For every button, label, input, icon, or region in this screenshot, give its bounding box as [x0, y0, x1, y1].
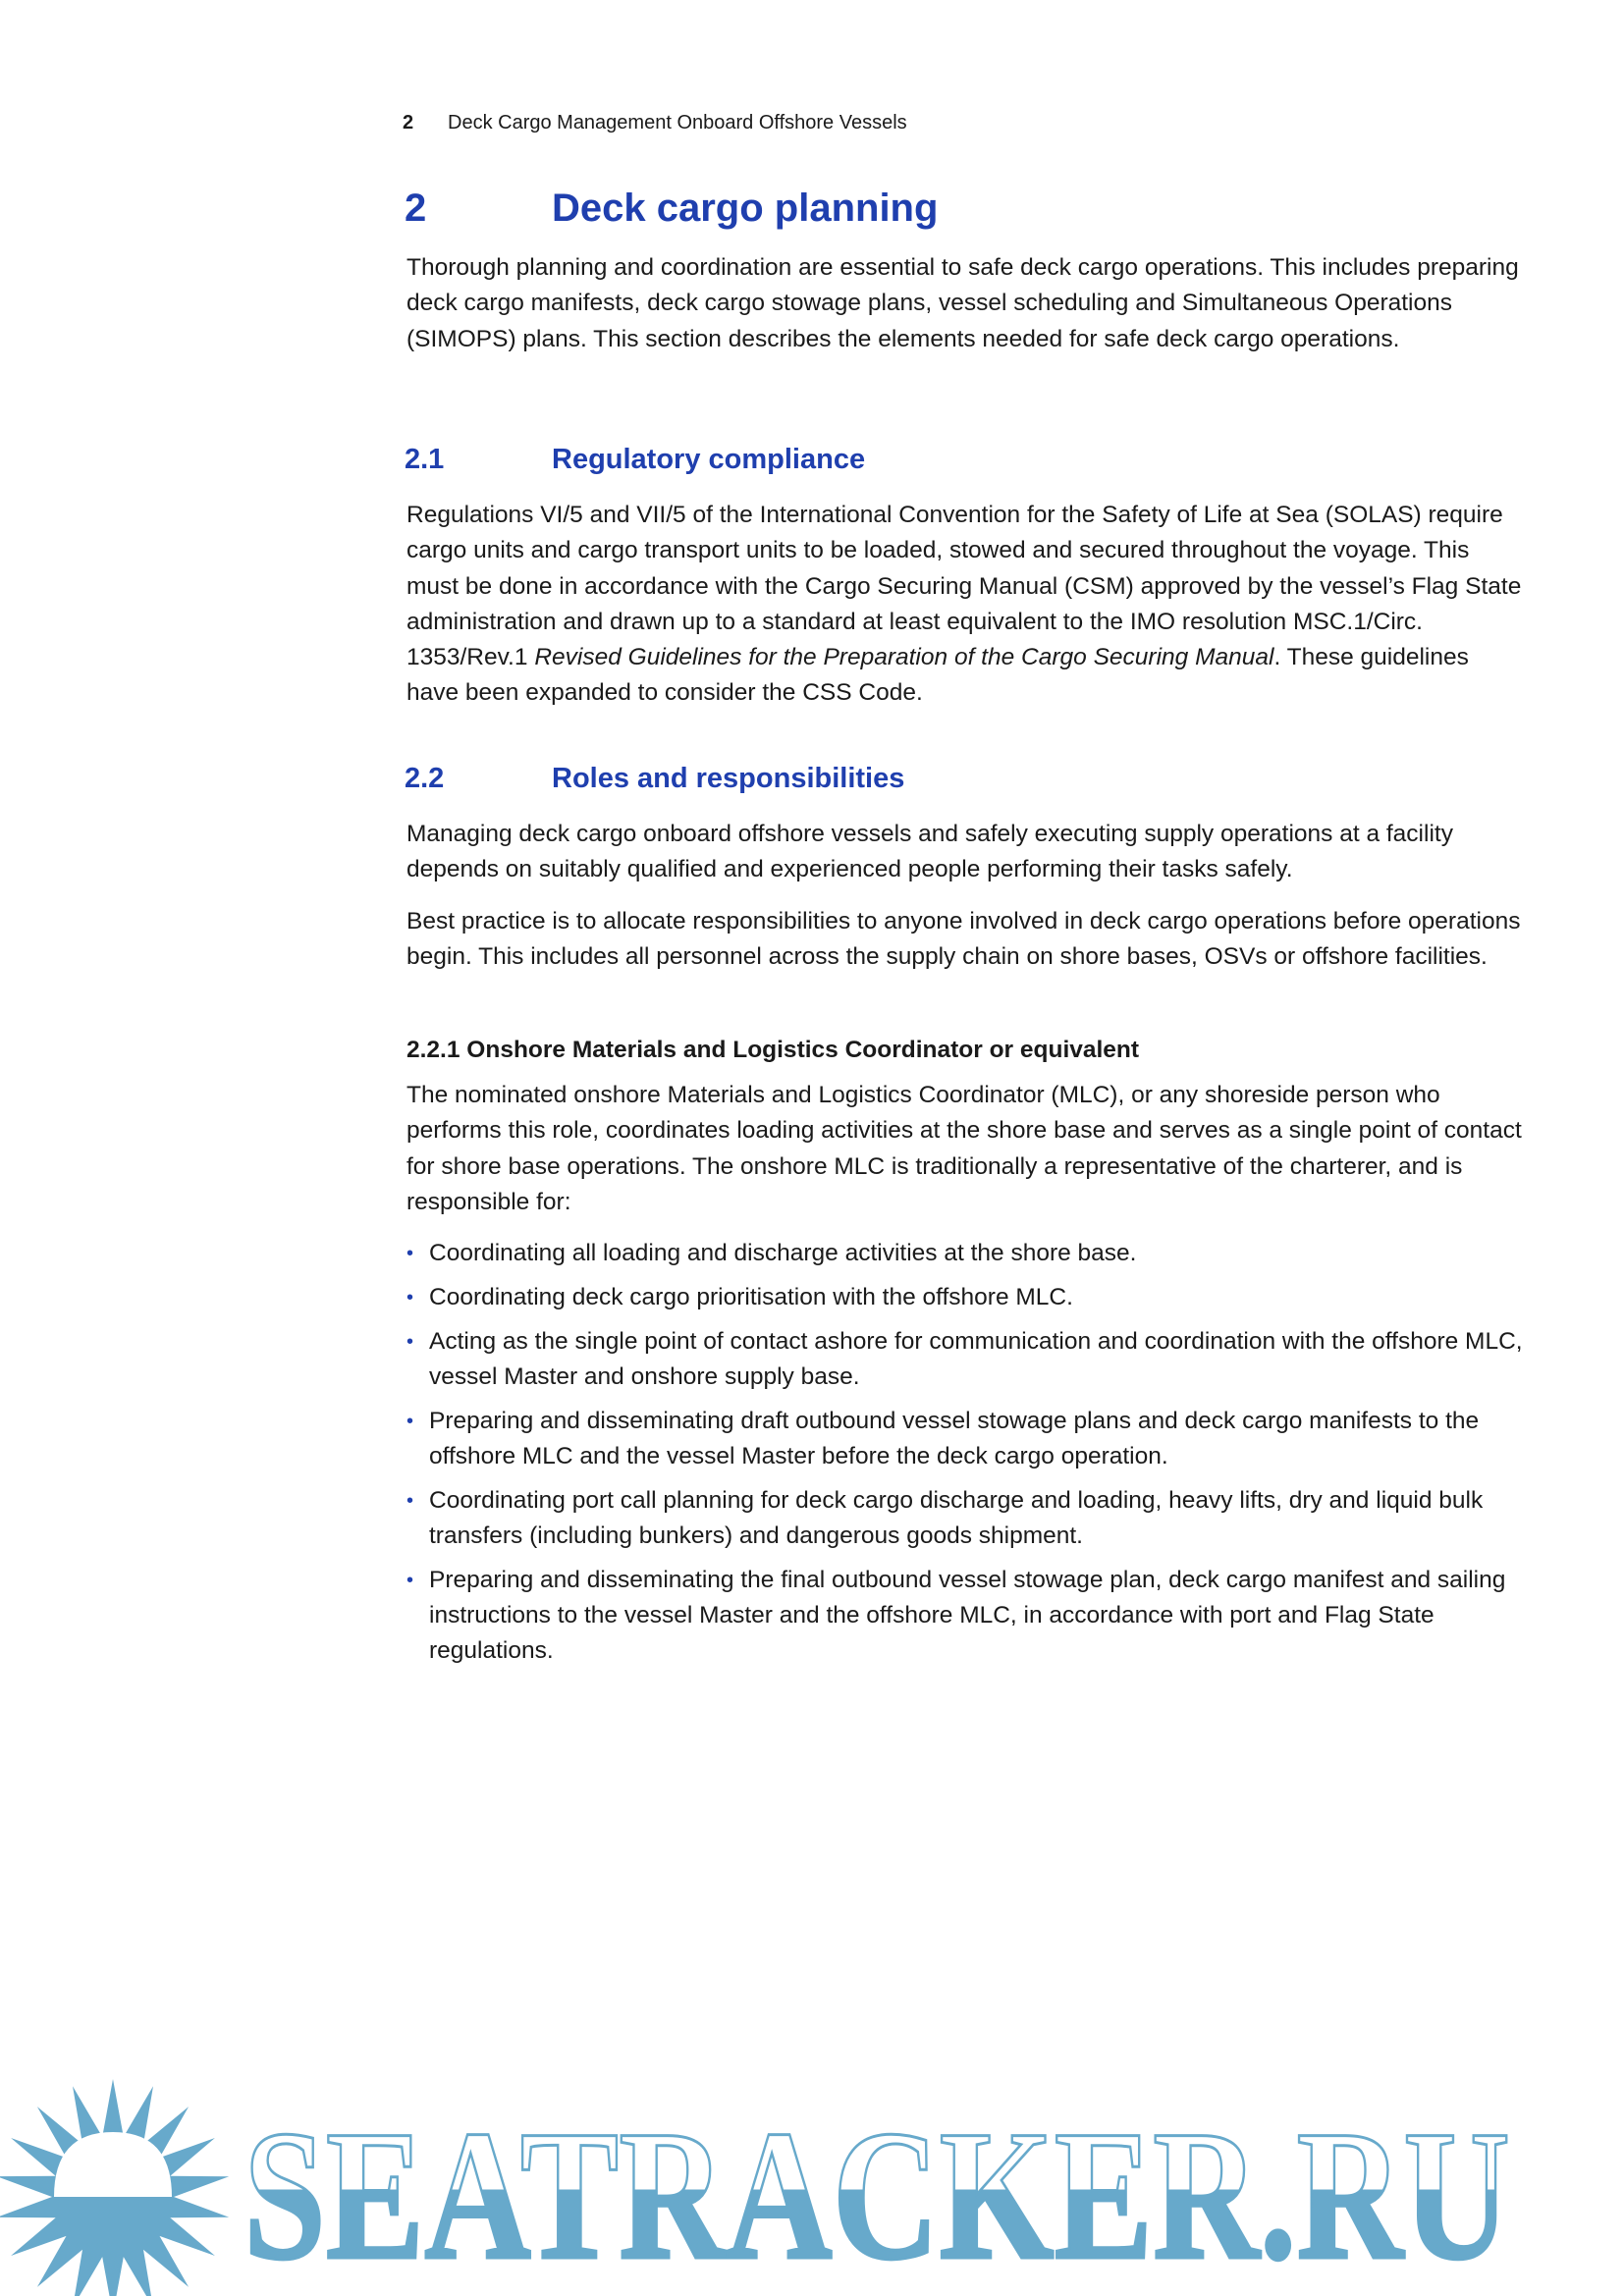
document-title: Deck Cargo Management Onboard Offshore Vessels — [448, 112, 907, 133]
text: . These guidelines have been expanded to consider the CSS Code. — [406, 644, 1469, 707]
responsibilities-list — [406, 1236, 1526, 1678]
bullet-icon: • — [406, 1489, 414, 1512]
bullet-icon: • — [406, 1286, 414, 1308]
subsection-number: 2.2 — [405, 763, 445, 794]
list-item — [406, 1404, 1526, 1475]
section-title: Deck cargo planning — [552, 187, 939, 230]
subsection-heading-2-2 — [405, 763, 904, 795]
sun-icon — [0, 2079, 229, 2296]
running-header — [403, 112, 907, 134]
list-item-text: Acting as the single point of contact ashore for communication and coordination with the offshore MLC, vessel Master and onshore supply base. — [429, 1327, 1523, 1390]
bullet-icon: • — [406, 1569, 414, 1591]
list-item-text: Preparing and disseminating the final outbound vessel stowage plan, deck cargo manifest and sailing instructions to the vessel Master and the offshore MLC, in accordance with port and Flag State regulations. — [429, 1566, 1506, 1665]
regulatory-paragraph — [406, 498, 1526, 712]
mlc-intro: The nominated onshore Materials and Logistics Coordinator (MLC), or any shoreside person who performs this role, coordinates loading activities at the shore base and serves as a single point of contact for shore base operations. The onshore MLC is traditionally a representative of the charterer, and is responsible for: — [406, 1082, 1522, 1215]
list-item — [406, 1483, 1526, 1555]
subsection-title: Roles and responsibilities — [552, 763, 905, 794]
subsection-title: Regulatory compliance — [552, 444, 866, 475]
section-heading — [405, 187, 938, 231]
list-item — [406, 1324, 1526, 1396]
guideline-title: Revised Guidelines for the Preparation of the Cargo Securing Manual — [534, 644, 1274, 671]
section-number: 2 — [405, 187, 427, 230]
bullet-icon: • — [406, 1330, 414, 1353]
watermark-text: SEATRACKER.RU — [244, 2093, 1510, 2296]
page-number: 2 — [403, 112, 414, 133]
roles-paragraph-1: Managing deck cargo onboard offshore vessels and safely executing supply operations at a facility depends on suitably qualified and experienced people performing their tasks safely. — [406, 821, 1453, 883]
list-item-text: Coordinating port call planning for deck cargo discharge and loading, heavy lifts, dry and liquid bulk transfers (including bunkers) and dangerous goods shipment. — [429, 1486, 1484, 1550]
list-item — [406, 1280, 1526, 1315]
list-item — [406, 1236, 1526, 1271]
list-item-text: Coordinating deck cargo prioritisation with the offshore MLC. — [429, 1283, 1073, 1310]
subsubsection-heading: 2.2.1 Onshore Materials and Logistics Coordinator or equivalent — [406, 1037, 1140, 1063]
bullet-icon: • — [406, 1410, 414, 1432]
section-intro: Thorough planning and coordination are essential to safe deck cargo operations. This includes preparing deck cargo manifests, deck cargo stowage plans, vessel scheduling and Simultaneous Operations (SIMOPS) plans. This section describes the elements needed for safe deck cargo operations. — [406, 254, 1519, 352]
list-item-text: Coordinating all loading and discharge activities at the shore base. — [429, 1240, 1137, 1266]
list-item — [406, 1563, 1526, 1670]
subsection-heading-2-1 — [405, 444, 865, 476]
bullet-icon: • — [406, 1243, 414, 1264]
subsection-number: 2.1 — [405, 444, 445, 475]
watermark-logo — [0, 2061, 1624, 2296]
text: Regulations VI/5 and VII/5 of the International Convention for the Safety of Life at Sea (SOLAS) require cargo units and cargo transport units to be loaded, stowed and secured throughout the voyage. This must be done in accordance with the Cargo Securing Manual (CSM) approved by the vessel’s Flag State administration and drawn up to a standard at least equivalent to the IMO resolution MSC.1/Circ. 1353/Rev.1 — [406, 502, 1522, 671]
roles-paragraph-2: Best practice is to allocate responsibilities to anyone involved in deck cargo operations before operations begin. This includes all personnel across the supply chain on shore bases, OSVs or offshore facilities. — [406, 908, 1521, 971]
list-item-text: Preparing and disseminating draft outbound vessel stowage plans and deck cargo manifests to the offshore MLC and the vessel Master before the deck cargo operation. — [429, 1407, 1480, 1469]
